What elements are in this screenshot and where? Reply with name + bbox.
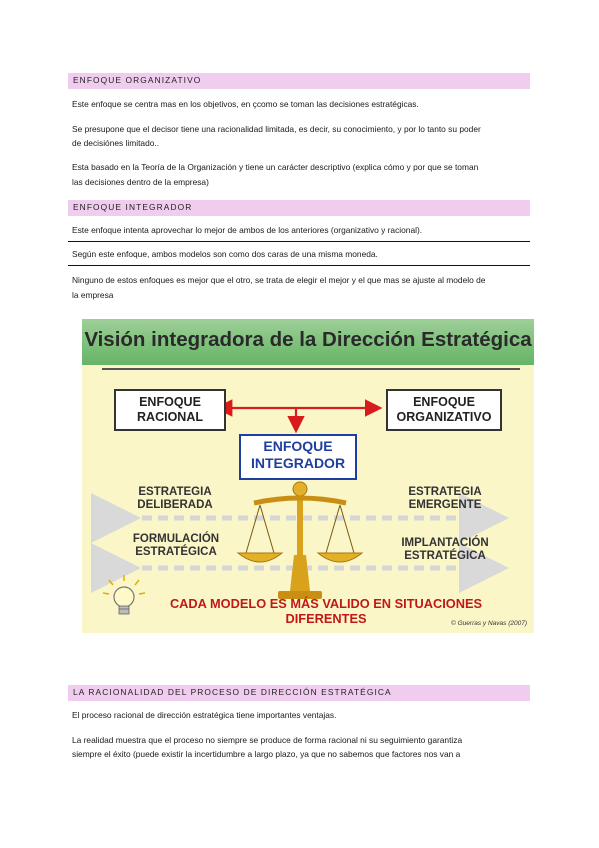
box-line: ENFOQUE: [263, 438, 333, 454]
box-line: ENFOQUE: [139, 395, 201, 409]
estrategia-emergente-label: [390, 486, 500, 512]
paragraph: siempre el éxito (puede existir la incertidumbre a largo plazo, ya que no sabemos que factores nos van a: [72, 749, 461, 759]
enfoque-integrador-box: [239, 434, 357, 480]
paragraph: Ninguno de estos enfoques es mejor que el otro, se trata de elegir el mejor y el que mas se ajuste al modelo de: [72, 275, 486, 285]
enfoque-organizativo-box: [386, 389, 502, 431]
paragraph: las decisiones dentro de la empresa): [72, 177, 209, 187]
label-line: DELIBERADA: [137, 499, 213, 511]
integrative-vision-figure: [82, 319, 534, 633]
label-line: FORMULACIÓN: [132, 533, 220, 545]
label-line: IMPLANTACIÓN: [401, 537, 489, 549]
implantacion-estrategica-label: [384, 537, 506, 563]
box-line: ORGANIZATIVO: [396, 410, 492, 424]
balance-scale-icon: [238, 482, 362, 599]
paragraph: Esta basado en la Teoría de la Organización y tiene un carácter descriptivo (explica cómo y por que se toman: [72, 162, 479, 172]
paragraph: Se presupone que el decisor tiene una racionalidad limitada, es decir, su conocimiento, y por lo tanto su poder: [72, 124, 481, 134]
box-line: ENFOQUE: [413, 395, 475, 409]
section-heading: ENFOQUE INTEGRADOR: [73, 202, 193, 212]
label-line: ESTRATEGIA: [408, 486, 482, 498]
figure-warning-text: CADA MODELO ES MÁS VALIDO EN SITUACIONES DIFERENTES: [169, 596, 483, 626]
section-heading-band: [68, 73, 530, 89]
label-line: EMERGENTE: [408, 499, 482, 511]
box-line: RACIONAL: [137, 410, 203, 424]
connector-arrows: [228, 408, 378, 429]
divider: [68, 265, 530, 266]
section-heading: LA RACIONALIDAD DEL PROCESO DE DIRECCIÓN ESTRATÉGICA: [73, 687, 392, 697]
paragraph: Este enfoque intenta aprovechar lo mejor de ambos de los anteriores (organizativo y racional).: [72, 225, 423, 235]
formulacion-estrategica-label: [118, 533, 234, 559]
section-heading: ENFOQUE ORGANIZATIVO: [73, 75, 202, 85]
figure-credit: © Guerras y Navas (2007): [451, 620, 527, 627]
label-line: ESTRATÉGICA: [135, 546, 217, 558]
divider: [68, 241, 530, 242]
enfoque-racional-box: [114, 389, 226, 431]
paragraph: Según este enfoque, ambos modelos son como dos caras de una misma moneda.: [72, 249, 378, 259]
section-heading-band: [68, 200, 530, 216]
paragraph: La realidad muestra que el proceso no siempre se produce de forma racional ni su seguimiento garantiza: [72, 735, 463, 745]
paragraph: de decisiónes limitado..: [72, 138, 160, 148]
label-line: ESTRATEGIA: [138, 486, 212, 498]
paragraph: Este enfoque se centra mas en los objetivos, en çcomo se toman las decisiones estratégicas.: [72, 99, 419, 109]
label-line: ESTRATÉGICA: [404, 550, 486, 562]
figure-title: Visión integradora de la Dirección Estratégica: [84, 328, 532, 351]
section-heading-band: [68, 685, 530, 701]
lightbulb-icon: [103, 575, 145, 614]
estrategia-deliberada-label: [120, 486, 230, 512]
box-line: INTEGRADOR: [250, 455, 346, 471]
paragraph: El proceso racional de dirección estratégica tiene importantes ventajas.: [72, 710, 337, 720]
paragraph: la empresa: [72, 290, 114, 300]
